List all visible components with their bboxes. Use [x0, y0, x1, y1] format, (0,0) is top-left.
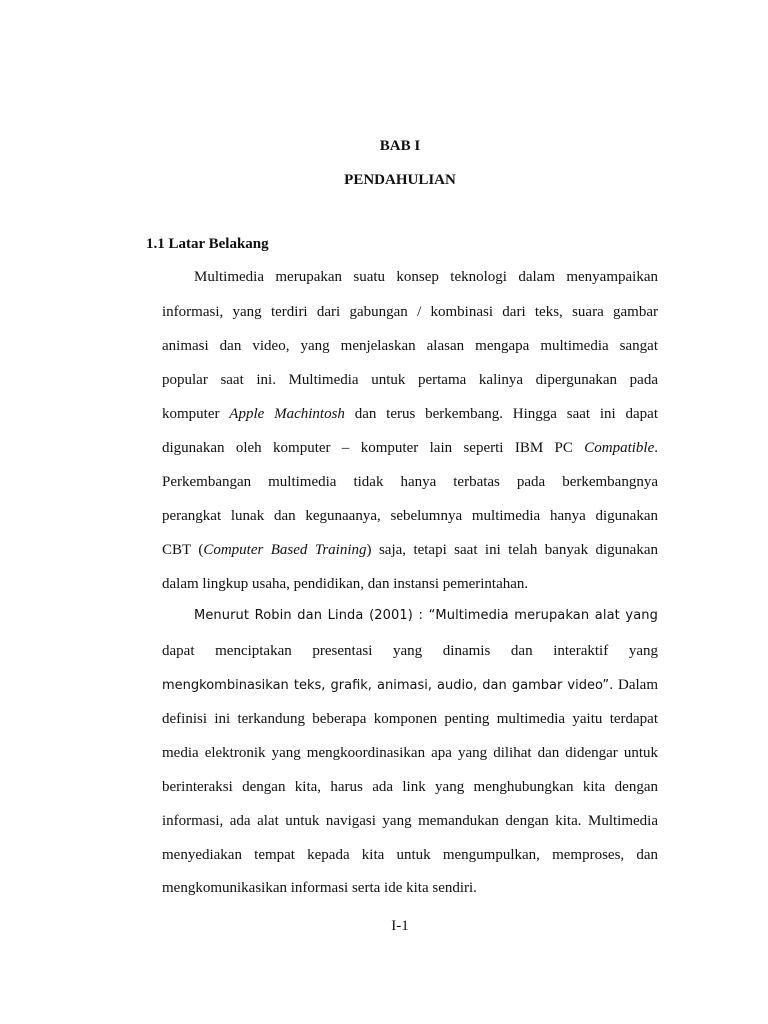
italic-term: Apple Machintosh — [229, 406, 345, 422]
text-line: Menurut Robin dan Linda (2001) : “Multimedia merupakan alat yang — [194, 608, 658, 623]
page-number: I-1 — [391, 918, 409, 934]
text-run: komputer — [162, 406, 230, 422]
text-line: dapat menciptakan presentasi yang dinamis dan interaktif yang — [162, 643, 658, 659]
text-line: animasi dan video, yang menjelaskan alasan mengapa multimedia sangat — [162, 338, 658, 354]
text-run: ) saja, tetapi saat ini telah banyak digunakan — [366, 542, 658, 558]
text-line: dalam lingkup usaha, pendidikan, dan instansi pemerintahan. — [162, 576, 529, 592]
text-run: digunakan oleh komputer – komputer lain seperti IBM PC — [162, 440, 585, 456]
text-line: Perkembangan multimedia tidak hanya terbatas pada berkembangnya — [162, 474, 658, 490]
italic-term: Compatible — [584, 440, 655, 456]
text-line: menyediakan tempat kepada kita untuk mengumpulkan, memproses, dan — [162, 847, 658, 863]
text-run: CBT ( — [162, 542, 204, 558]
text-line: definisi ini terkandung beberapa komponen penting multimedia yaitu terdapat — [162, 711, 658, 727]
chapter-number: BAB I — [379, 138, 421, 154]
text-line: Multimedia merupakan suatu konsep teknologi dalam menyampaikan — [194, 269, 658, 285]
text-line — [162, 675, 658, 695]
text-line: perangkat lunak dan kegunaanya, sebelumnya multimedia hanya digunakan — [162, 508, 658, 524]
italic-term: Computer Based Training — [203, 542, 367, 558]
text-line — [162, 540, 658, 560]
text-run: . — [654, 440, 658, 456]
text-line: berinteraksi dengan kita, harus ada link yang menghubungkan kita dengan — [162, 779, 658, 795]
text-line: informasi, yang terdiri dari gabungan / kombinasi dari teks, suara gambar — [162, 304, 658, 320]
text-line: media elektronik yang mengkoordinasikan apa yang dilihat dan didengar untuk — [162, 745, 658, 761]
text-line — [162, 438, 658, 458]
text-run: Dalam — [613, 677, 658, 693]
text-line: mengkomunikasikan informasi serta ide kita sendiri. — [162, 880, 477, 896]
quote-text: mengkombinasikan teks, grafik, animasi, audio, dan gambar video”. — [162, 678, 614, 693]
text-run: dan terus berkembang. Hingga saat ini dapat — [344, 406, 658, 422]
text-line: informasi, ada alat untuk navigasi yang memandukan dengan kita. Multimedia — [162, 813, 658, 829]
chapter-title: PENDAHULIAN — [344, 172, 456, 188]
text-line — [162, 404, 658, 424]
section-heading: 1.1 Latar Belakang — [146, 236, 269, 252]
text-line: popular saat ini. Multimedia untuk pertama kalinya dipergunakan pada — [162, 372, 658, 388]
